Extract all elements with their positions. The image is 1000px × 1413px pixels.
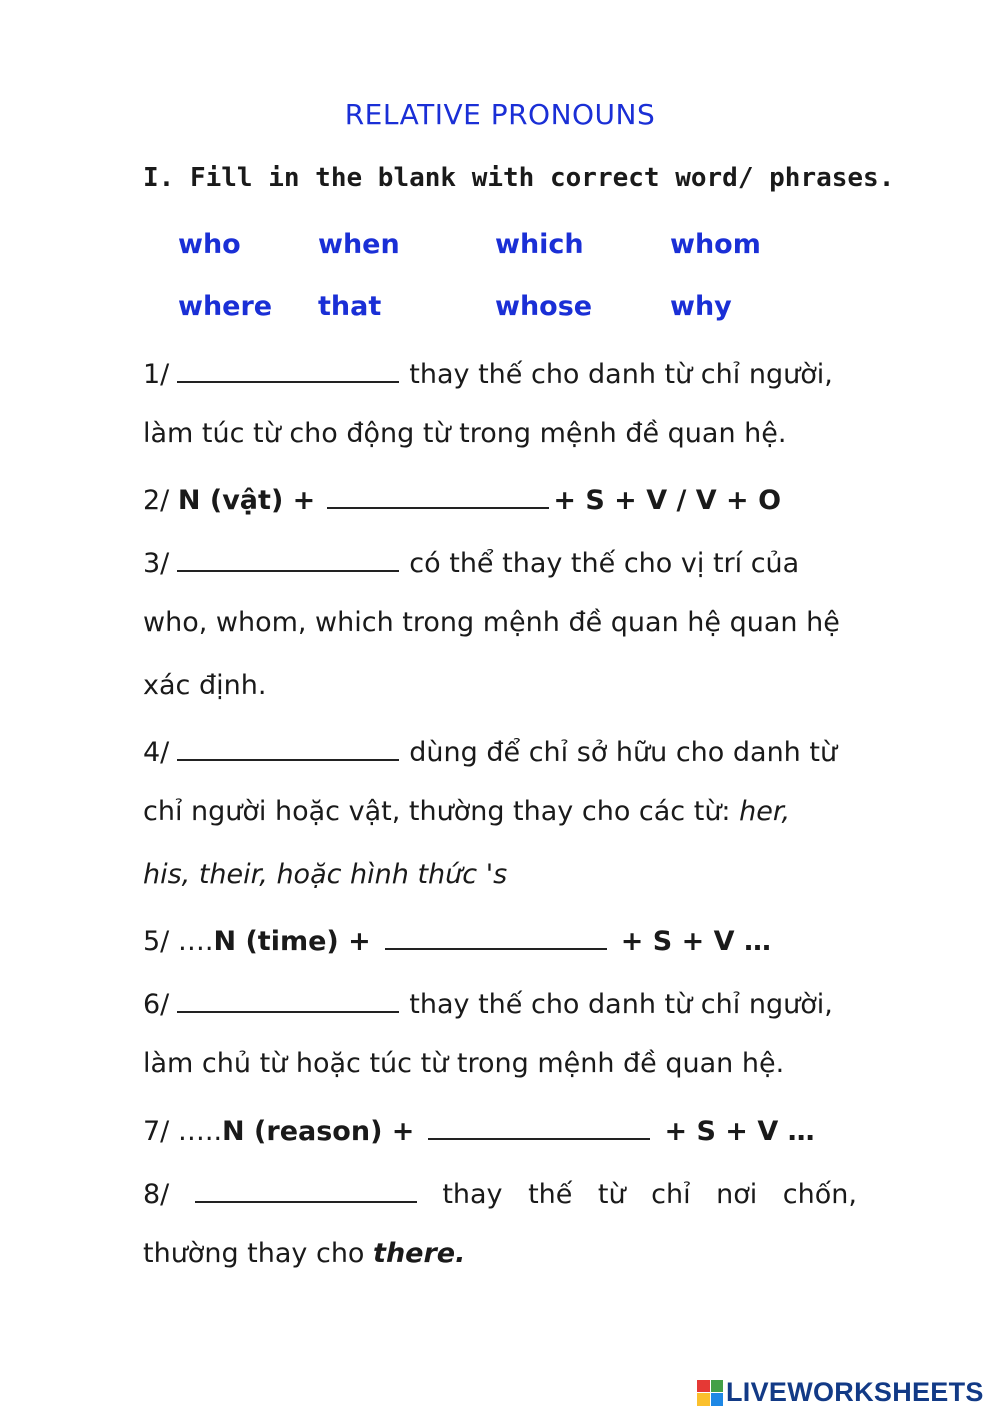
q8-word: thay bbox=[442, 1179, 503, 1210]
word-that: that bbox=[318, 291, 382, 322]
word-whom: whom bbox=[670, 229, 761, 260]
q2-blank[interactable] bbox=[327, 481, 549, 509]
question-8-line-2 bbox=[143, 1238, 465, 1269]
logo-square bbox=[697, 1393, 710, 1406]
word-where: where bbox=[178, 291, 273, 322]
q3-number: 3/ bbox=[143, 548, 170, 579]
logo-square bbox=[711, 1380, 724, 1393]
liveworksheets-logo-icon bbox=[697, 1380, 723, 1406]
q4-text-line2: chỉ người hoặc vật, thường thay cho các từ: bbox=[143, 796, 731, 827]
word-when: when bbox=[318, 229, 400, 260]
q5-before: N (time) + bbox=[213, 926, 371, 957]
logo-square bbox=[711, 1393, 724, 1406]
q1-blank[interactable] bbox=[177, 355, 399, 383]
word-who: who bbox=[178, 229, 241, 260]
question-6 bbox=[143, 985, 833, 1020]
logo-square bbox=[697, 1380, 710, 1393]
q6-text: thay thế cho danh từ chỉ người, bbox=[409, 989, 833, 1020]
q2-number: 2/ bbox=[143, 485, 170, 516]
q8-blank[interactable] bbox=[195, 1175, 417, 1203]
q8-text-line2: thường thay cho bbox=[143, 1238, 365, 1269]
q1-text-line2: làm túc từ cho động từ trong mệnh đề quan hệ. bbox=[143, 418, 787, 449]
liveworksheets-logo-text: LIVEWORKSHEETS bbox=[726, 1377, 984, 1407]
question-3-line-2 bbox=[143, 607, 840, 638]
q5-dots: …. bbox=[177, 926, 214, 957]
q8-word: từ bbox=[597, 1179, 626, 1210]
q7-blank[interactable] bbox=[428, 1112, 650, 1140]
question-4 bbox=[143, 733, 837, 768]
question-5 bbox=[143, 922, 771, 957]
q8-word: thế bbox=[528, 1179, 573, 1210]
q7-dots: ….. bbox=[177, 1116, 223, 1147]
question-7 bbox=[143, 1112, 815, 1147]
question-1-line-2 bbox=[143, 418, 786, 449]
word-whose: whose bbox=[495, 291, 593, 322]
q7-number: 7/ bbox=[143, 1116, 170, 1147]
q1-text: thay thế cho danh từ chỉ người, bbox=[409, 359, 833, 390]
q4-blank[interactable] bbox=[177, 733, 399, 761]
word-which: which bbox=[495, 229, 584, 260]
question-3-line-3 bbox=[143, 670, 266, 701]
q8-text-line2-bold: there. bbox=[373, 1238, 466, 1269]
q4-text-line2-italic: her, bbox=[739, 796, 791, 827]
question-1 bbox=[143, 355, 833, 390]
q1-number: 1/ bbox=[143, 359, 170, 390]
q4-text-line3: his, their, hoặc hình thức 's bbox=[143, 859, 508, 890]
q6-blank[interactable] bbox=[177, 985, 399, 1013]
q2-before: N (vật) + bbox=[177, 485, 316, 516]
q8-word: chỉ bbox=[651, 1179, 691, 1210]
q7-before: N (reason) + bbox=[222, 1116, 415, 1147]
q6-number: 6/ bbox=[143, 989, 170, 1020]
q3-text: có thể thay thế cho vị trí của bbox=[409, 548, 800, 579]
q6-text-line2: làm chủ từ hoặc túc từ trong mệnh đề quan hệ. bbox=[143, 1048, 785, 1079]
q4-text: dùng để chỉ sở hữu cho danh từ bbox=[409, 737, 838, 768]
q8-number: 8/ bbox=[143, 1179, 170, 1210]
page-title: RELATIVE PRONOUNS bbox=[344, 98, 656, 131]
q5-after: + S + V … bbox=[620, 926, 771, 957]
q3-text-line2: who, whom, which trong mệnh đề quan hệ quan hệ bbox=[143, 607, 840, 638]
word-why: why bbox=[670, 291, 732, 322]
q4-number: 4/ bbox=[143, 737, 170, 768]
question-8 bbox=[143, 1175, 857, 1210]
instruction: I. Fill in the blank with correct word/ phrases. bbox=[143, 163, 895, 193]
question-4-line-2 bbox=[143, 796, 790, 827]
question-4-line-3 bbox=[143, 859, 507, 890]
liveworksheets-logo[interactable] bbox=[697, 1377, 984, 1408]
q3-blank[interactable] bbox=[177, 544, 399, 572]
q8-word: nơi bbox=[716, 1179, 758, 1210]
q7-after: + S + V … bbox=[664, 1116, 815, 1147]
q5-blank[interactable] bbox=[385, 922, 607, 950]
q3-text-line3: xác định. bbox=[143, 670, 267, 701]
question-2 bbox=[143, 481, 781, 516]
q8-word: chốn, bbox=[782, 1179, 857, 1210]
question-6-line-2 bbox=[143, 1048, 784, 1079]
q2-after: + S + V / V + O bbox=[553, 485, 782, 516]
question-3 bbox=[143, 544, 799, 579]
q5-number: 5/ bbox=[143, 926, 170, 957]
